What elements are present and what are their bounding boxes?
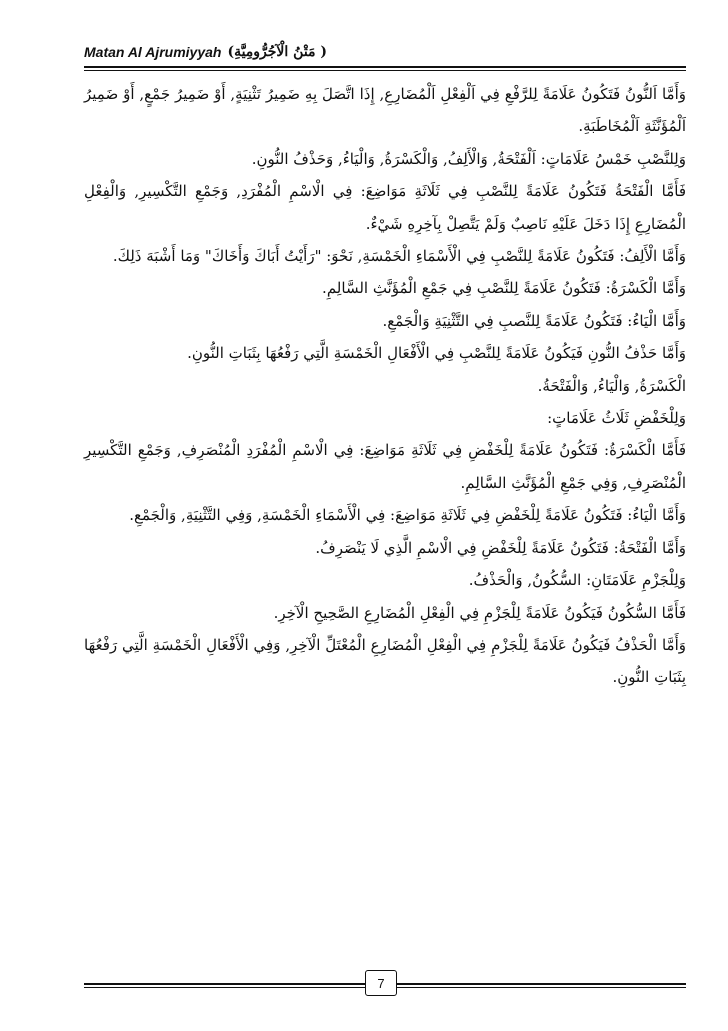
header-title-latin: Matan Al Ajrumiyyah — [84, 44, 222, 60]
paragraph: وَأَمَّا الْكَسْرَةُ: فَتَكُونُ عَلَامَةً لِلنَّصْبِ فِي جَمْعِ الْمُؤَنَّثِ السَّالِمِ. — [322, 279, 686, 298]
paragraph: وَلِلنَّصْبِ خَمْسُ عَلَامَاتٍ: اَلْفَتْحَةُ, وَالْأَلِفُ, وَالْكَسْرَةُ, وَالْيَاءُ, وَحَذْفُ النُّونِ. — [251, 149, 686, 168]
paragraph: وَأَمَّا الْفَتْحَةُ: فَتَكُونُ عَلَامَةً لِلْخَفْضِ فِي الْاسْمِ الَّذِي لَا يَنْصَرِفُ. — [315, 538, 686, 557]
paragraph: وَلِلْجَزْمِ عَلَامَتَانِ: السُّكُونُ, وَالْحَذْفُ. — [468, 571, 686, 590]
paragraph: وَلِلْخَفْضِ ثَلَاثُ عَلَامَاتٍ: — [547, 409, 686, 428]
page-number: 7 — [365, 970, 397, 996]
paragraph: وَأَمَّا حَذْفُ النُّونِ فَيَكُونُ عَلَامَةً لِلنَّصْبِ فِي الْأَفْعَالِ الْخَمْسَةِ الَّتِي رَفْعُهَا بِثَبَاتِ النُّونِ. — [187, 344, 686, 363]
paragraph: وَأَمَّا الْحَذْفُ فَيَكُونُ عَلَامَةً لِلْجَزْمِ فِي الْفِعْلِ الْمُضَارِعِ الْمُعْتَلِّ الْآخِرِ, وَفِي الْأَفْعَالِ الْخَمْسَةِ الَّتِي رَفْعُهَا بِثَبَاتِ النُّونِ. — [84, 635, 686, 687]
header-rule — [84, 66, 686, 71]
page-header — [84, 38, 686, 66]
paragraph: فَأَمَّا الْكَسْرَةُ: فَتَكُونُ عَلَامَةً لِلْخَفْضِ فِي ثَلَاثَةِ مَوَاضِعَ: فِي الْاسْمِ الْمُفْرَدِ الْمُنْصَرِفِ, وَجَمْعِ التَّكْسِيرِ الْمُنْصَرِفِ, وَفِي جَمْعِ الْمُؤَنَّثِ السَّالِمِ. — [84, 441, 686, 492]
paragraph: فَأَمَّا السُّكُونُ فَيَكُونُ عَلَامَةً لِلْجَزْمِ فِي الْفِعْلِ الْمُضَارِعِ الصَّحِيحِ الْآخِرِ. — [273, 603, 686, 622]
document-body — [84, 78, 686, 958]
paragraph: وَأَمَّا اَلنُّونُ فَتَكُونُ عَلَامَةً لِلرَّفْعِ فِي اَلْفِعْلِ اَلْمُضَارِعِ, إِذَا اتَّصَلَ بِهِ ضَمِيرُ تَثْنِيَةٍ, أَوْ ضَمِيرُ جَمْعٍ, أَوْ ضَمِيرُ اَلْمُؤَنَّثَةِ اَلْمُخَاطَبَةِ. — [84, 85, 686, 136]
paragraph: فَأَمَّا الْفَتْحَةُ فَتَكُونُ عَلَامَةً لِلنَّصْبِ فِي ثَلَاثَةِ مَوَاضِعَ: فِي الْاسْمِ الْمُفْرَدِ, وَجَمْعِ التَّكْسِيرِ, وَالْفِعْلِ الْمُضَارِعِ إِذَا دَخَلَ عَلَيْهِ نَاصِبٌ وَلَمْ يَتَّصِلْ بِآخِرِهِ شَيْءٌ. — [84, 182, 686, 233]
paragraph: وَأَمَّا الْيَاءُ: فَتَكُونُ عَلَامَةً لِلْخَفْضِ فِي ثَلَاثَةِ مَوَاضِعَ: فِي الْأَسْمَاءِ الْخَمْسَةِ, وَفِي التَّثْنِيَةِ, وَالْجَمْعِ. — [129, 506, 686, 525]
paragraph: الْكَسْرَةُ, وَالْيَاءُ, وَالْفَتْحَةُ. — [537, 376, 686, 395]
header-title-arabic: (مَتْنُ الْآجُرُّومِيَّةِ ) — [227, 44, 328, 60]
paragraph: وَأَمَّا الْأَلِفُ: فَتَكُونُ عَلَامَةً لِلنَّصْبِ فِي الْأَسْمَاءِ الْخَمْسَةِ, نَحْوَ: "رَأَيْتُ أَبَاكَ وَأَخَاكَ" وَمَا أَشْبَهَ ذَلِكَ. — [112, 247, 686, 266]
paragraph: وَأَمَّا الْيَاءُ: فَتَكُونُ عَلَامَةً لِلنَّصبِ فِي التَّثْنِيَةِ وَالْجَمْعِ. — [382, 311, 686, 330]
